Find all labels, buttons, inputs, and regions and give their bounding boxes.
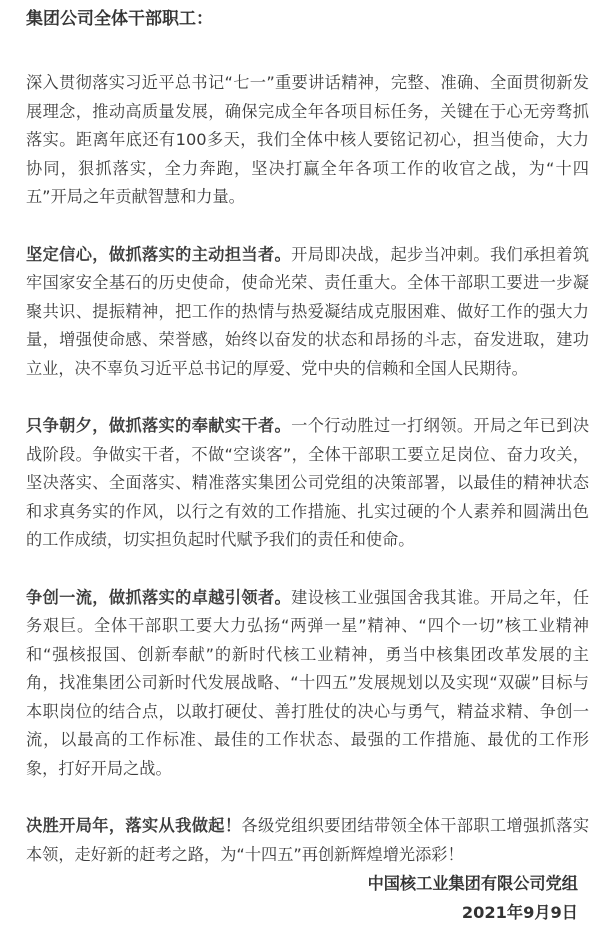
paragraph-text: 建设核工业强国舍我其谁。开局之年，任务艰巨。全体干部职工要大力弘扬“两弹一星”精神、“四个一切”核工业精神和“强核报国、创新奉献”的新时代核工业精神，勇当中核集团改革发展的主角，找准集团公司新时代发展战略、“十四五”发展规划以及实现“双碳”目标与本职岗位的结合点，以敢打硬仗、善打胜仗的决心与勇气，精益求精、争创一流，以最高的工作标准、最佳的工作状态、最强的工作措施、最优的工作形象，打好开局之战。 [26,587,590,778]
paragraph-4 [26,584,589,784]
paragraph-lead: 决胜开局年，落实从我做起！ [26,816,242,835]
paragraph-lead: 只争朝夕，做抓落实的奉献实干者。 [26,416,292,435]
paragraph-text: 深入贯彻落实习近平总书记“七一”重要讲话精神，完整、准确、全面贯彻新发展理念，推动高质量发展，确保完成全年各项目标任务，关键在于心无旁骛抓落实。距离年底还有100多天，我们全体中核人要铭记初心，担当使命，大力协同，狠抓落实，全力奔跑，坚决打赢全年各项工作的收官之战，为“十四五”开局之年贡献智慧和力量。 [26,73,589,206]
paragraph-lead: 坚定信心，做抓落实的主动担当者。 [26,244,292,264]
paragraph-3 [26,412,589,555]
salutation: 集团公司全体干部职工： [26,9,213,29]
signature-org: 中国核工业集团有限公司党组 [367,874,578,893]
paragraph-1 [26,69,589,212]
paragraph-text: 开局即决战，起步当冲刺。我们承担着筑牢国家安全基石的历史使命，使命光荣、责任重大。全体干部职工要进一步凝聚共识、提振精神，把工作的热情与热爱凝结成克服困难、做好工作的强大力量，增强使命感、荣誉感，始终以奋发的状态和昂扬的斗志，奋发进取，建功立业，决不辜负习近平总书记的厚爱、党中央的信赖和全国人民期待。 [26,244,590,378]
signature-block [368,870,578,927]
paragraph-2 [26,241,589,384]
paragraph-text: 一个行动胜过一打纲领。开局之年已到决战阶段。争做实干者，不做“空谈客”，全体干部职工要立足岗位、奋力攻关，坚决落实、全面落实、精准落实集团公司党组的决策部署，以最佳的精神状态和求真务实的作风，以行之有效的工作措施、扎实过硬的个人素养和圆满出色的工作成绩，切实担负起时代赋予我们的责任和使命。 [26,416,590,549]
signature-date: 2021年9月9日 [461,902,578,922]
paragraph-text: 各级党组织要团结带领全体干部职工增强抓落实本领，走好新的赶考之路，为“十四五”再创新辉煌增光添彩！ [26,816,590,864]
paragraph-5 [26,812,589,869]
paragraph-lead: 争创一流，做抓落实的卓越引领者。 [26,587,292,607]
